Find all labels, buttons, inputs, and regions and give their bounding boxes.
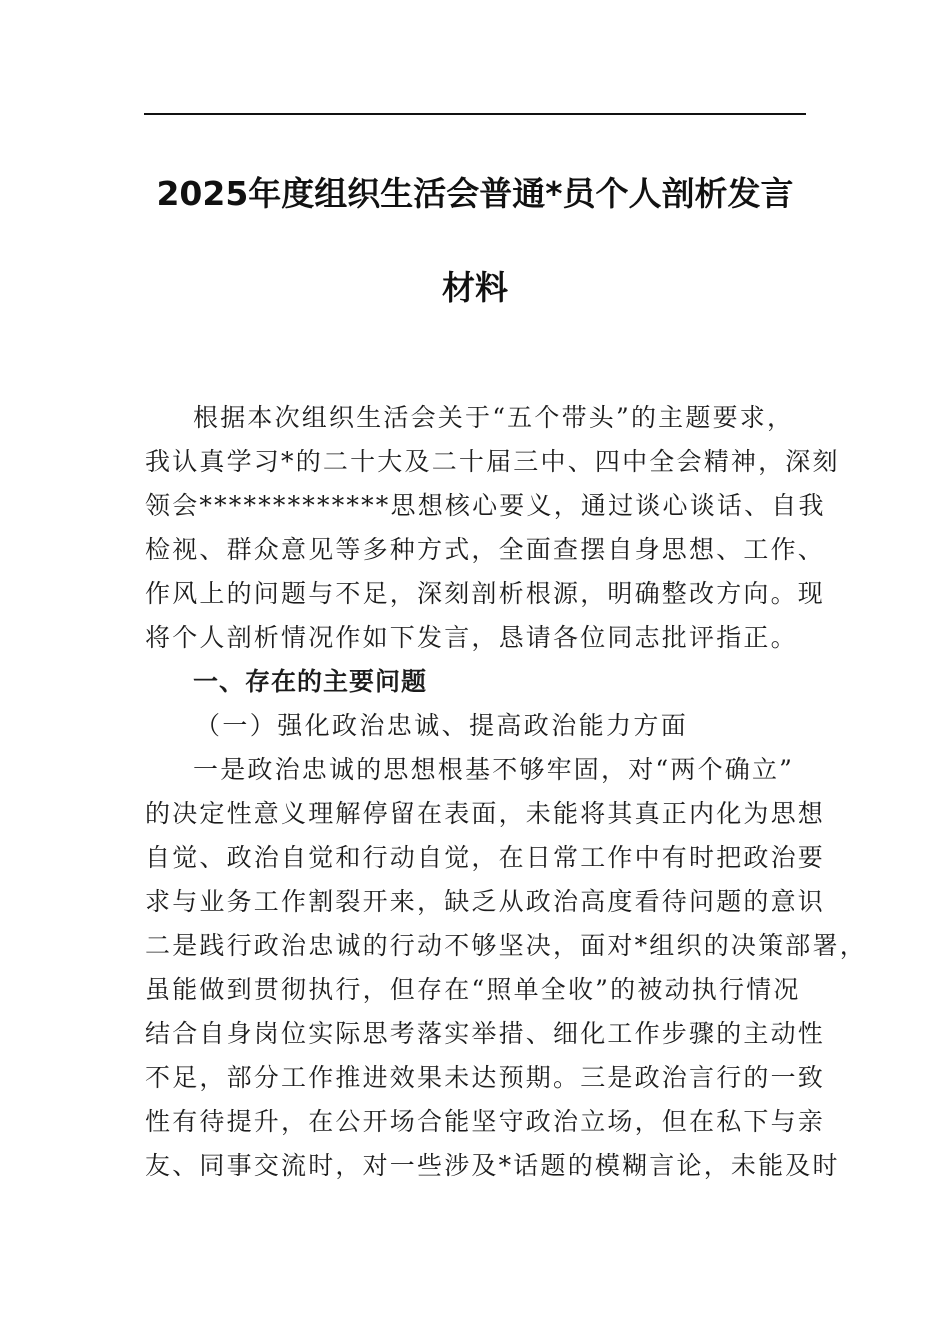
section-heading: 一、存在的主要问题 <box>193 667 428 696</box>
section-line: 友、同事交流时，对一些涉及*话题的模糊言论，未能及时 <box>145 1151 840 1180</box>
title-line-1: 2025年度组织生活会普通*员个人剖析发言 <box>156 174 794 213</box>
intro-line: 根据本次组织生活会关于“五个带头”的主题要求， <box>193 403 795 432</box>
section-line: 虽能做到贯彻执行，但存在“照单全收”的被动执行情况 <box>145 975 801 1004</box>
section-line: 求与业务工作割裂开来，缺乏从政治高度看待问题的意识 <box>145 887 826 916</box>
section-line: 的决定性意义理解停留在表面，未能将其真正内化为思想 <box>145 799 826 828</box>
section-line: 不足，部分工作推进效果未达预期。三是政治言行的一致 <box>145 1063 826 1092</box>
intro-line: 我认真学习*的二十大及二十届三中、四中全会精神，深刻 <box>145 447 840 476</box>
section-line: 性有待提升，在公开场合能坚守政治立场，但在私下与亲 <box>145 1107 826 1136</box>
document-body <box>145 396 867 1188</box>
subsection-heading: （一）强化政治忠诚、提高政治能力方面 <box>195 711 689 740</box>
intro-line: 领会*************思想核心要义，通过谈心谈话、自我 <box>145 491 826 520</box>
document-title <box>120 168 830 314</box>
title-line-2: 材料 <box>442 268 508 307</box>
section-line: 二是践行政治忠诚的行动不够坚决，面对*组织的决策部署， <box>145 931 867 960</box>
section-line: 结合自身岗位实际思考落实举措、细化工作步骤的主动性 <box>145 1019 826 1048</box>
intro-line: 作风上的问题与不足，深刻剖析根源，明确整改方向。现 <box>145 579 826 608</box>
intro-line: 将个人剖析情况作如下发言，恳请各位同志批评指正。 <box>145 623 798 652</box>
intro-line: 检视、群众意见等多种方式，全面查摆自身思想、工作、 <box>145 535 826 564</box>
section-line: 一是政治忠诚的思想根基不够牢固，对“两个确立” <box>193 755 795 784</box>
header-rule <box>144 113 806 115</box>
section-line: 自觉、政治自觉和行动自觉，在日常工作中有时把政治要 <box>145 843 826 872</box>
